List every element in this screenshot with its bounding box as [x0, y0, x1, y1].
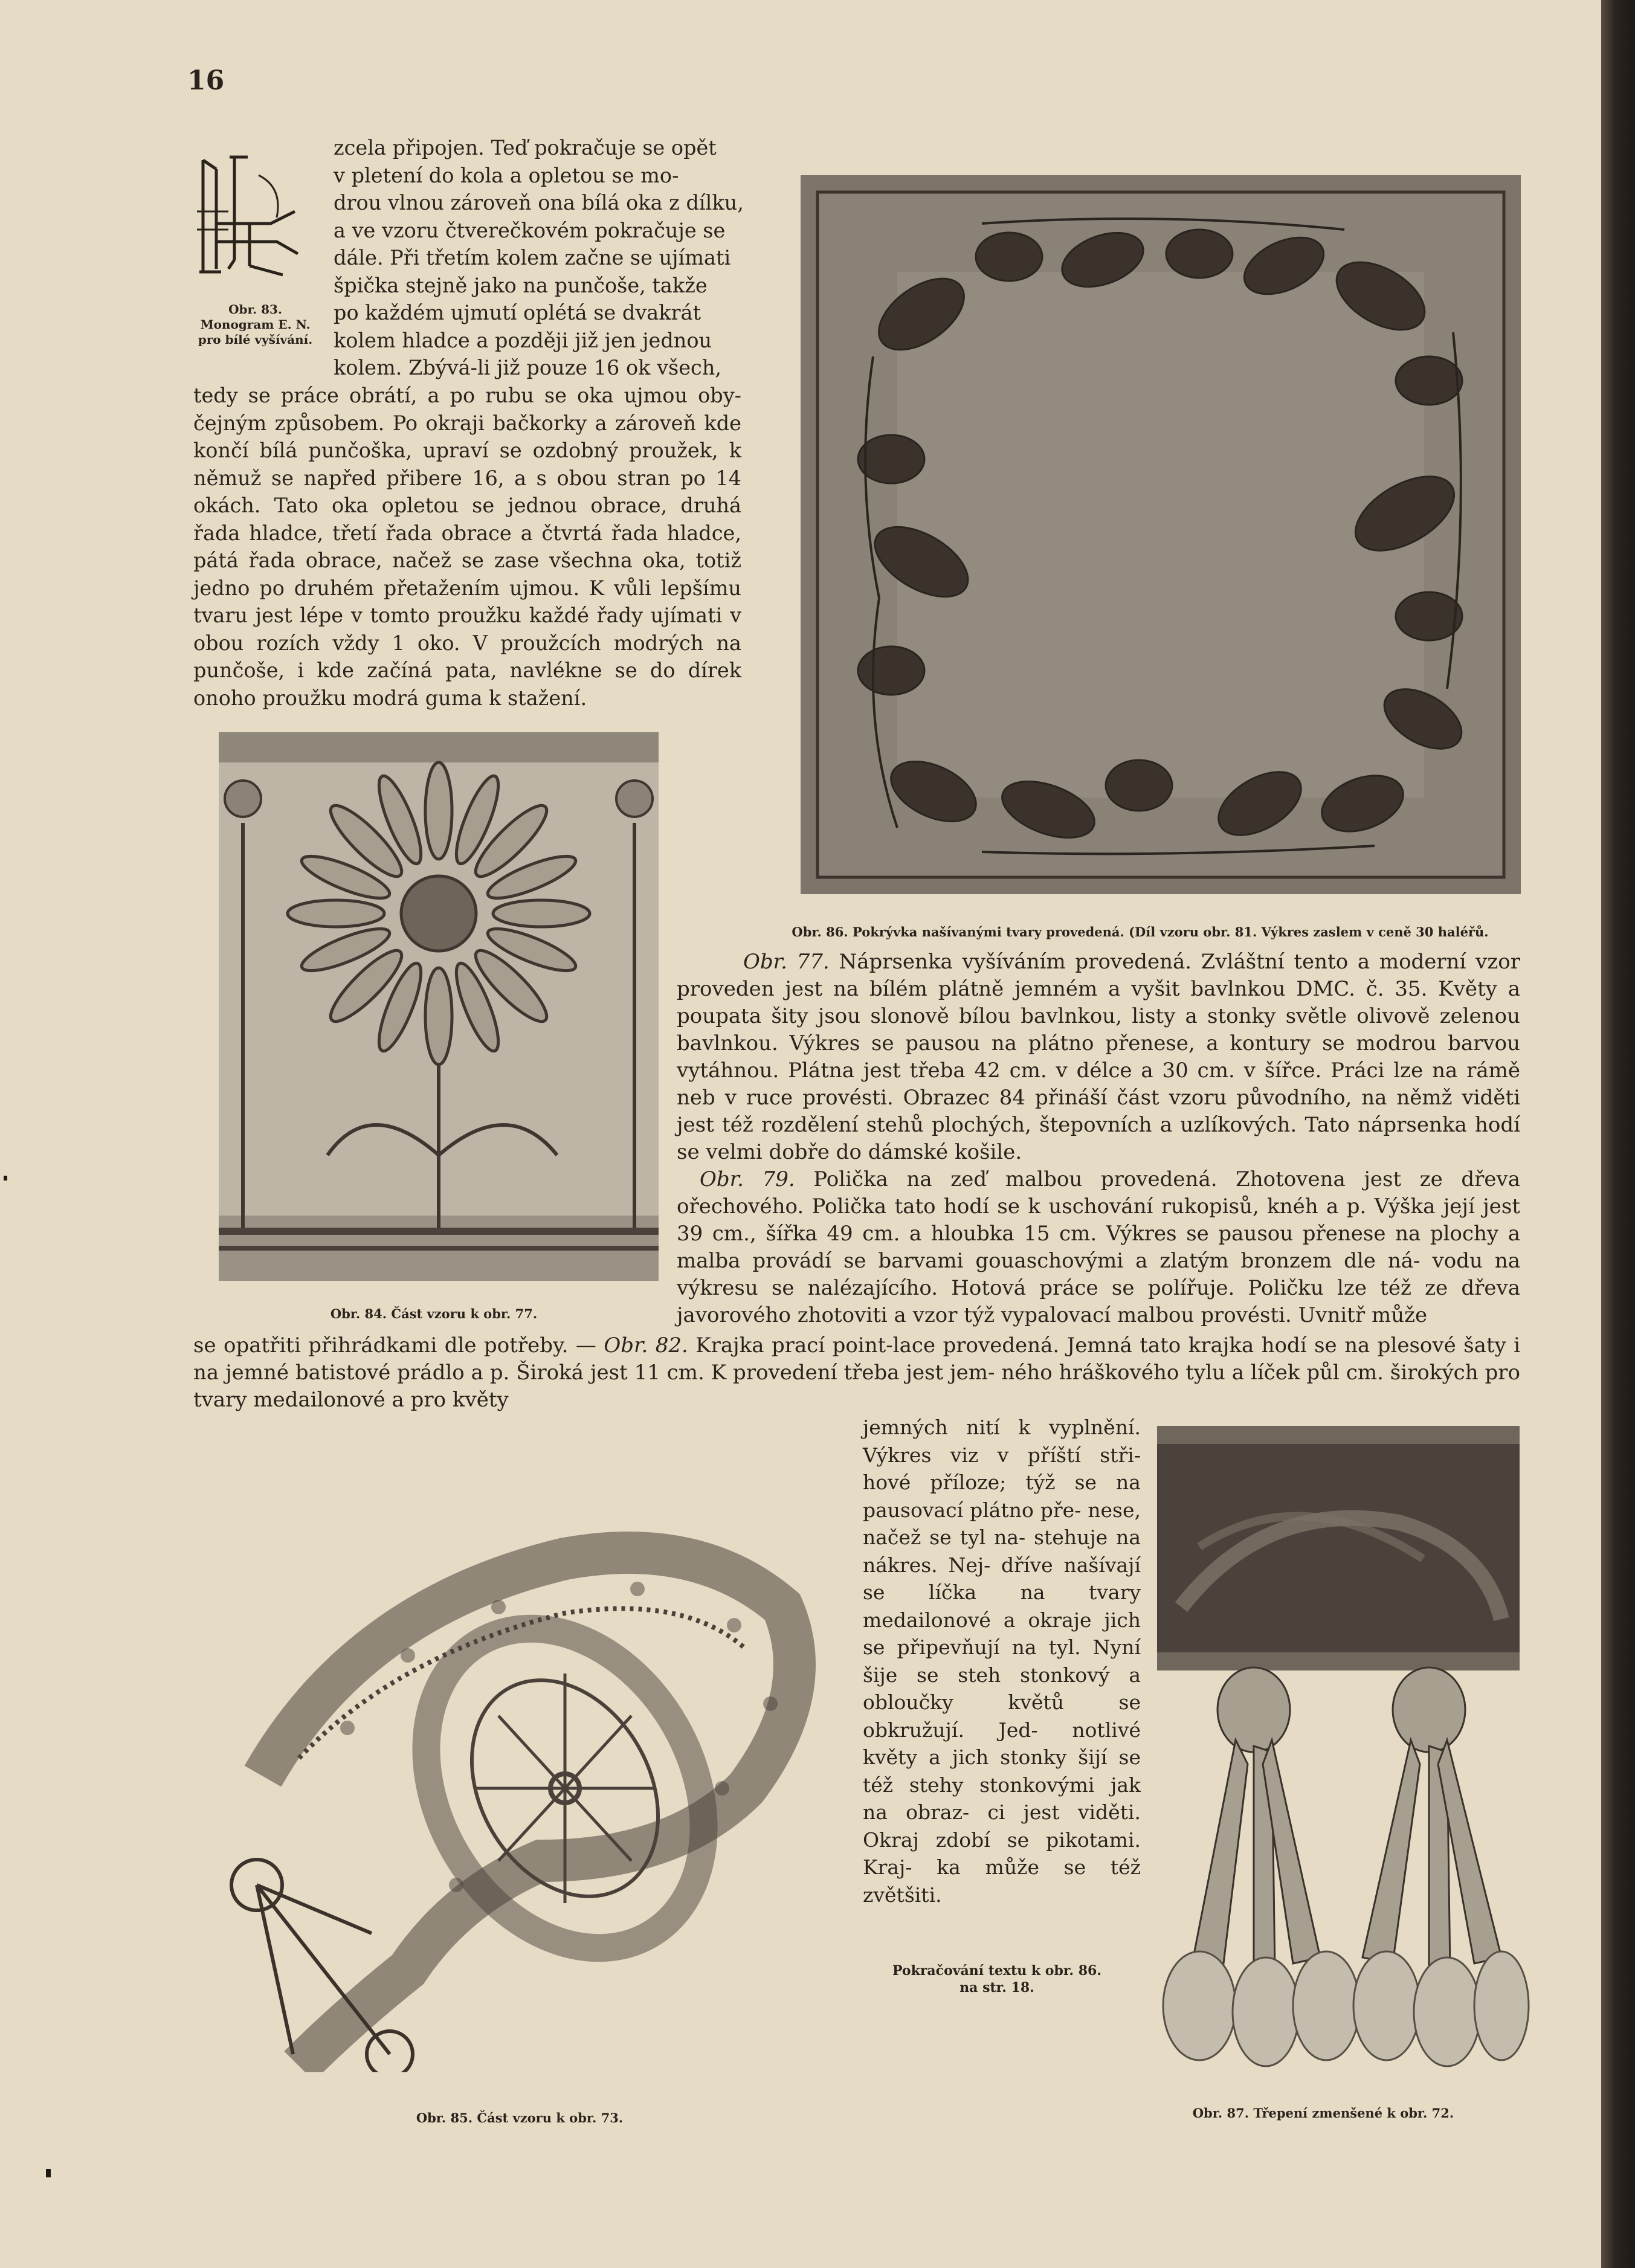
page-number: 16 [187, 65, 225, 96]
paragraph-text: Krajka prací point-lace provedená. Jemná tato krajka hodí se na plesové šaty i na jemné batistové prádlo a p. Široká jest 11 cm. K provedení třeba jest jem- ného hráškového tylu a líček půl cm. širokých pro tvary medailonové a pro květy [193, 1333, 1521, 1412]
paragraph-obr79 [677, 1166, 1520, 1329]
paragraph-text: se opatřiti přihrádkami dle potřeby. — [193, 1333, 596, 1358]
note-line: na str. 18. [959, 1980, 1034, 1996]
monogram-dropcap-image [192, 151, 301, 281]
page-binding-edge [1601, 0, 1635, 2268]
paragraph-obr82 [193, 1332, 1520, 1414]
text-line: špička stejně jako na punčoše, takže [334, 273, 708, 297]
text-line: v pletení do kola a opletou se mo- [334, 163, 679, 187]
figure-86-cover-image [801, 175, 1521, 894]
text-line: kolem. Zbývá-li již pouze 16 ok všech, [334, 356, 722, 379]
note-line: Pokračování textu k obr. 86. [892, 1963, 1102, 1979]
text-line: kolem hladce a později již jen jednou [334, 328, 712, 352]
figure-85-caption: Obr. 85. Část vzoru k obr. 73. [416, 2110, 624, 2125]
figure-84-caption: Obr. 84. Část vzoru k obr. 77. [330, 1306, 538, 1321]
dropcap-caption [187, 302, 323, 347]
paragraph-text: Náprsenka vyšíváním provedená. Zvláštní tento a moderní vzor proveden jest na bílém plátně jemném a vyšit bavlnkou DMC. č. 35. Květy a poupata šity jsou slonově bílou bavlnkou, listy a stonky světle olivově zelenou bavlnkou. Výkres se pausou na plátno přenese, a kontury se modrou barvou vytáhnou. Plátna jest třeba 42 cm. v délce a 30 cm. v šířce. Práci lze na rámě neb v ruce provésti. Obrazec 84 přináší část vzoru původního, na němž viděti jest též rozdělení stehů plochých, štepovních a uzlíkových. Tato náprsenka hodí se velmi dobře do dámské košile. [677, 950, 1520, 1164]
edge-mark [4, 1176, 7, 1181]
figure-ref: Obr. 79. [700, 1167, 795, 1191]
caption-line: Obr. 83. [228, 302, 282, 317]
intro-text-block [334, 134, 744, 382]
figure-87-fringe-image [1145, 1426, 1532, 2096]
paragraph: tedy se práce obrátí, a po rubu se oka ujmou oby- čejným způsobem. Po okraji bačkorky a zároveň kde končí bílá punčoška, upraví se ozdobný proužek, k němuž se napřed přibere 16, a s obou stran po 14 okách. Tato oka opletou se jednou obrace, druhá řada hladce, třetí řada obrace a čtvrtá řada hladce, pátá řada obrace, načež se zase všechna oka, totiž jedno po druhém přetažením ujmou. K vůli lepšímu tvaru jest lépe v tomto proužku každé řady ujímati v obou rozích vždy 1 oko. V proužcích modrých na punčoše, i kde začíná pata, navlékne se do dírek onoho proužku modrá guma k stažení. [193, 384, 741, 710]
continuation-note [846, 1962, 1148, 1996]
paragraph-text: Polička na zeď malbou provedená. Zhotovena jest ze dřeva ořechového. Polička tato hodí se k uschování rukopisů, knéh a p. Výška její jest 39 cm., šířka 49 cm. a hloubka 15 cm. Výkres se pausou přenese na plochy a malba provádí se barvami gouaschovými a zlatým bronzem dle ná- vodu na výkresu se nalézajícího. Hotová práce se polířuje. Poličku lze též ze dřeva javorového zhotoviti a vzor týž vypalovací malbou provésti. Uvnitř může [677, 1167, 1521, 1327]
text-line: po každém ujmutí oplétá se dvakrát [334, 301, 701, 324]
figure-87-caption: Obr. 87. Třepení zmenšené k obr. 72. [1192, 2105, 1454, 2121]
paragraph-text: jemných nití k vyplnění. Výkres viz v příští stři- hové příloze; týž se na pausovací plátno pře- nese, načež se tyl na- stehuje na nákres. Nej- dříve našívají se líčka na tvary medailonové a okraje jich se připevňují na tyl. Nyní šije se steh stonkový a obloučky květů se obkružují. Jed- notlivé květy a jich stonky šijí se též stehy stonkovými jak na obraz- ci jest viděti. Okraj zdobí se pikotami. Kraj- ka může se též zvětšiti. [863, 1416, 1141, 1907]
obr77-text-block [677, 949, 1520, 1329]
edge-mark [46, 2169, 51, 2177]
paragraph-obr77 [677, 949, 1520, 1166]
figure-84-daisy-image [219, 732, 659, 1281]
figure-ref: Obr. 77. [743, 950, 830, 974]
obr82-text-block [193, 1332, 1520, 1414]
figure-ref: Obr. 82. [604, 1333, 688, 1358]
caption-line: pro bílé vyšívání. [198, 332, 313, 347]
text-line: dále. Při třetím kolem začne se ujímati [334, 246, 731, 269]
caption-line: Monogram E. N. [200, 317, 311, 332]
text-line: drou vlnou zároveň ona bílá oka z dílku, [334, 191, 744, 214]
text-line: zcela připojen. Teď pokračuje se opět [334, 136, 717, 159]
intro-text-continued [193, 382, 741, 712]
lace-description-column [863, 1414, 1141, 1909]
figure-86-caption: Obr. 86. Pokrývka našívanými tvary provedená. (Díl vzoru obr. 81. Výkres zaslem v ceně 30 haléřů. [792, 924, 1489, 939]
text-line: a ve vzoru čtverečkovém pokračuje se [334, 218, 726, 242]
figure-85-lace-image [227, 1474, 831, 2072]
